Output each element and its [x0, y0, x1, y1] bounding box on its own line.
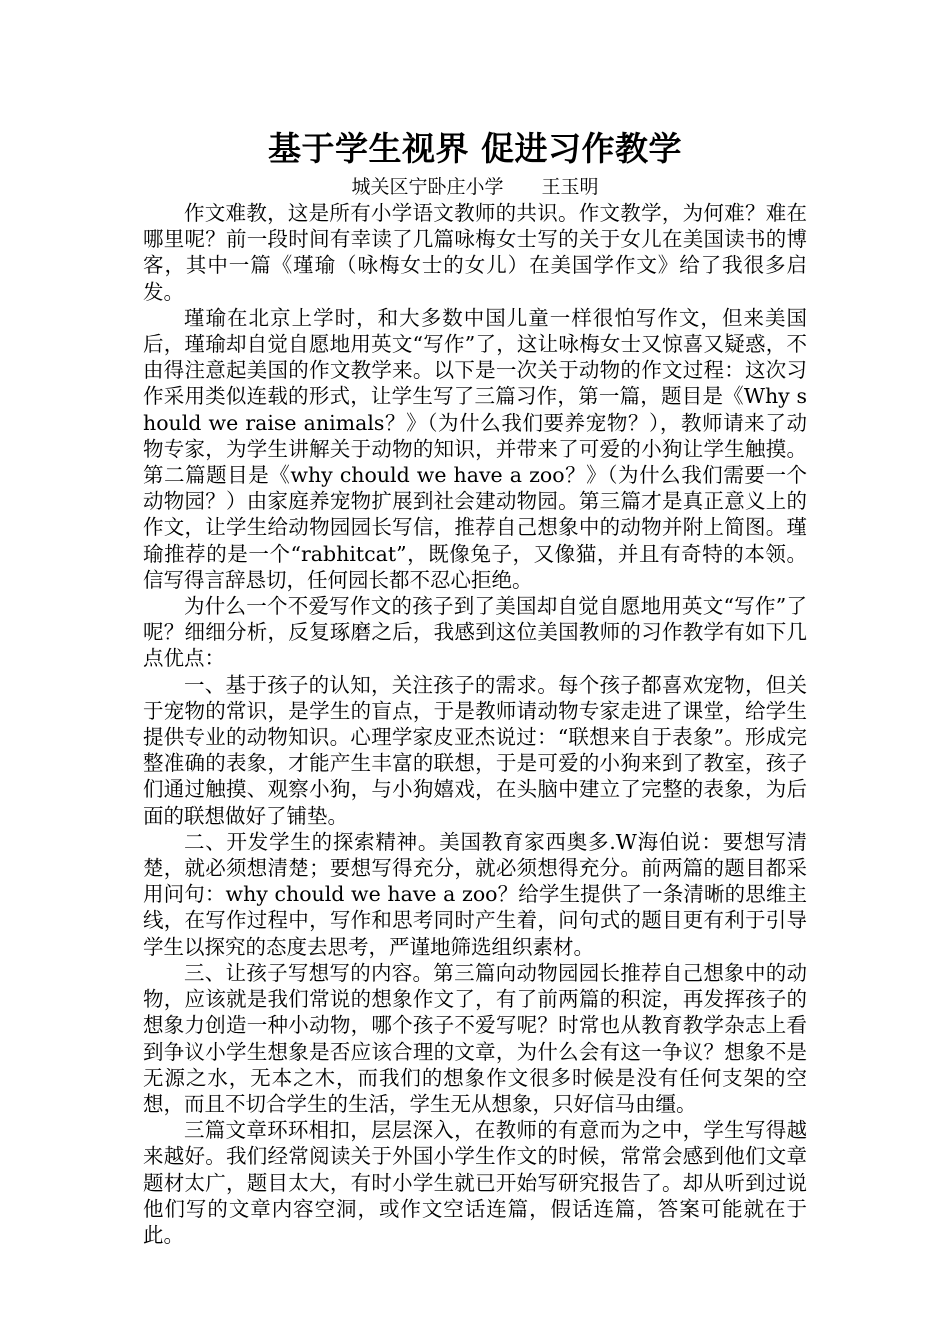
paragraph-question: 为什么一个不爱写作文的孩子到了美国却自觉自愿地用英文“写作”了呢？细细分析，反复琢磨之后，我感到这位美国教师的习作教学有如下几点优点： — [143, 594, 807, 671]
paragraph-story: 瑾瑜在北京上学时，和大多数中国儿童一样很怕写作文，但来美国后，瑾瑜却自觉自愿地用英文“写作”了，这让咏梅女士又惊喜又疑惑，不由得注意起美国的作文教学来。以下是一次关于动物的作文过程：这次习作采用类似连载的形式，让学生写了三篇习作，第一篇，题目是《Why should we raise animals？》（为什么我们要养宠物？），教师请来了动物专家，为学生讲解关于动物的知识，并带来了可爱的小狗让学生触摸。第二篇题目是《why chould we have a zoo？》（为什么我们需要一个动物园？）由家庭养宠物扩展到社会建动物园。第三篇才是真正意义上的作文，让学生给动物园园长写信，推荐自己想象中的动物并附上简图。瑾瑜推荐的是一个“rabhitcat”，既像兔子，又像猫，并且有奇特的本领。信写得言辞恳切，任何园长都不忍心拒绝。 — [143, 305, 807, 592]
paragraph-point-two: 二、开发学生的探索精神。美国教育家西奥多.W海伯说：要想写清楚，就必须想清楚；要想写得充分，就必须想得充分。前两篇的题目都采用问句：why chould we have a zoo？给学生提供了一条清晰的思维主线，在写作过程中，写作和思考同时产生着，问句式的题目更有利于引导学生以探究的态度去思考，严谨地筛选组织素材。 — [143, 829, 807, 959]
paragraph-point-one: 一、基于孩子的认知，关注孩子的需求。每个孩子都喜欢宠物，但关于宠物的常识，是学生的盲点，于是教师请动物专家走进了课堂，给学生提供专业的动物知识。心理学家皮亚杰说过：“联想来自于表象”。形成完整准确的表象，才能产生丰富的联想，于是可爱的小狗来到了教室，孩子们通过触摸、观察小狗，与小狗嬉戏，在头脑中建立了完整的表象，为后面的联想做好了铺垫。 — [143, 672, 807, 828]
document-title: 基于学生视界 促进习作教学 — [268, 129, 682, 168]
paragraph-point-three: 三、让孩子写想写的内容。第三篇向动物园园长推荐自己想象中的动物，应该就是我们常说的想象作文了，有了前两篇的积淀，再发挥孩子的想象力创造一种小动物，哪个孩子不爱写呢？时常也从教育教学杂志上看到争议小学生想象是否应该合理的文章，为什么会有这一争议？想象不是无源之水，无本之木，而我们的想象作文很多时候是没有任何支架的空想，而且不切合学生的生活，学生无从想象，只好信马由缰。 — [143, 960, 807, 1116]
author-byline — [143, 174, 807, 200]
paragraph-conclusion: 三篇文章环环相扣，层层深入，在教师的有意而为之中，学生写得越来越好。我们经常阅读关于外国小学生作文的时候，常常会感到他们文章题材太广，题目太大，有时小学生就已开始写研究报告了。却从听到过说他们写的文章内容空洞，或作文空话连篇，假话连篇，答案可能就在于此。 — [143, 1118, 807, 1247]
author-name: 王玉明 — [541, 176, 599, 198]
paragraph-intro: 作文难教，这是所有小学语文教师的共识。作文教学，为何难？难在哪里呢？前一段时间有幸读了几篇咏梅女士写的关于女儿在美国读书的博客，其中一篇《瑾瑜（咏梅女士的女儿）在美国学作文》给了我很多启发。 — [143, 201, 807, 304]
document-page — [143, 126, 807, 1248]
author-school: 城关区宁卧庄小学 — [351, 176, 504, 198]
